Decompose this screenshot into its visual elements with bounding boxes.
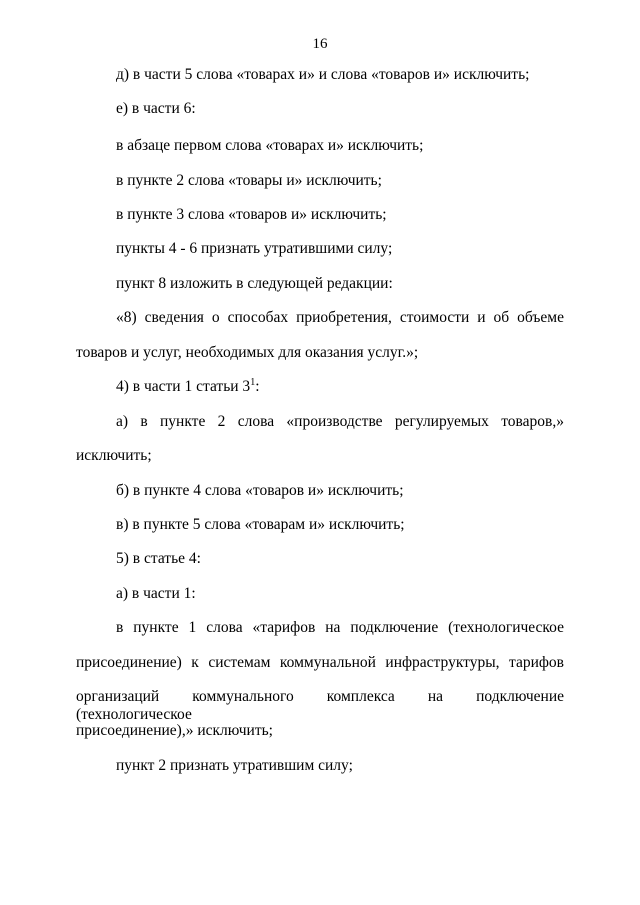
text-line: товаров и услуг, необходимых для оказания услуг.»; — [76, 344, 419, 361]
text-line: пункт 8 изложить в следующей редакции: — [116, 275, 393, 292]
superscript: 1 — [250, 376, 256, 388]
text-line: присоединение),» исключить; — [76, 722, 273, 739]
text-line: в пункте 3 слова «товаров и» исключить; — [116, 206, 387, 223]
text-line: пункты 4 - 6 признать утратившими силу; — [116, 240, 393, 257]
text-line: в) в пункте 5 слова «товарам и» исключить; — [116, 516, 405, 533]
text-line: а) в пункте 2 слова «производстве регулируемых товаров,» — [116, 413, 564, 430]
text-span: 4) в части 1 статьи 3 — [116, 378, 251, 395]
text-line: е) в части 6: — [116, 100, 196, 117]
text-line: присоединение) к системам коммунальной инфраструктуры, тарифов — [76, 654, 564, 671]
text-line: 5) в статье 4: — [116, 550, 201, 567]
text-line: исключить; — [76, 447, 152, 464]
text-line: пункт 2 признать утратившим силу; — [116, 757, 353, 774]
text-line: а) в части 1: — [116, 585, 196, 602]
text-line: в абзаце первом слова «товарах и» исключить; — [116, 137, 424, 154]
text-line: д) в части 5 слова «товарах и» и слова «товаров и» исключить; — [116, 66, 530, 83]
text-line: организаций коммунального комплекса на подключение (технологическое — [76, 688, 564, 723]
text-line: «8) сведения о способах приобретения, стоимости и об объеме — [116, 309, 564, 326]
text-line: в пункте 2 слова «товары и» исключить; — [116, 172, 382, 189]
text-line: б) в пункте 4 слова «товаров и» исключить; — [116, 482, 404, 499]
page-number: 16 — [312, 36, 328, 52]
text-line: в пункте 1 слова «тарифов на подключение (технологическое — [116, 619, 564, 636]
text-span: : — [255, 378, 260, 395]
text-line-with-superscript — [116, 378, 260, 396]
